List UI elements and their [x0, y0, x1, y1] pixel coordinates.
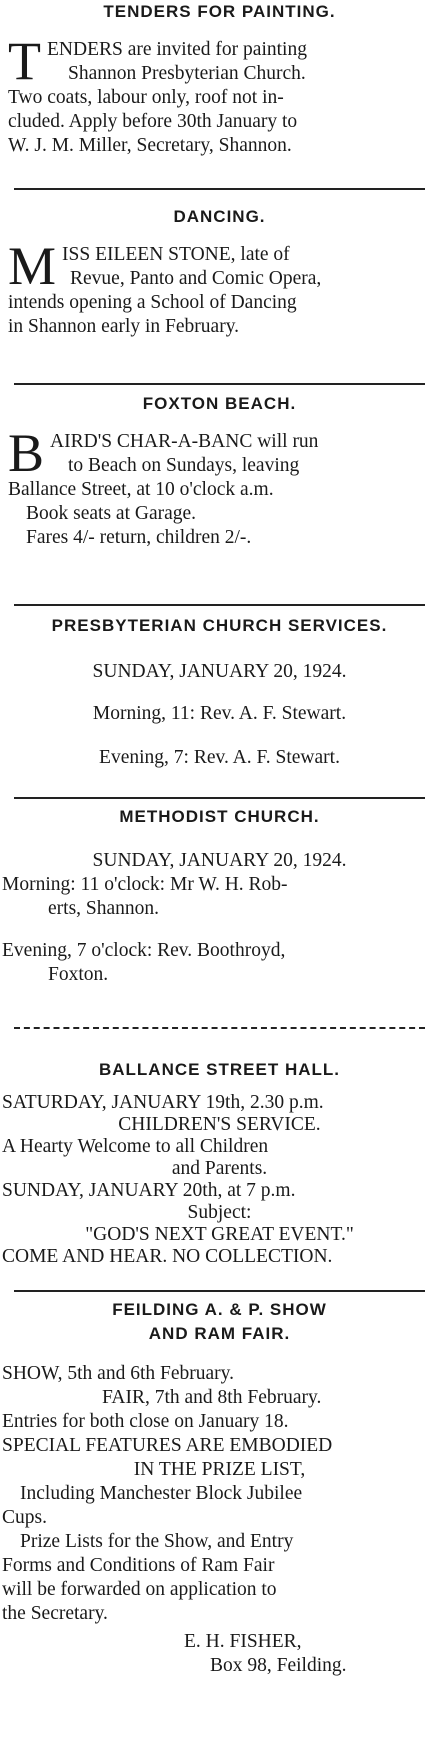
feilding-ad: [2, 1298, 431, 1678]
dancing-drop-cap: M: [8, 236, 57, 296]
feilding-signature: E. H. FISHER,: [184, 1631, 302, 1652]
feilding-line: Cups.: [2, 1507, 47, 1528]
dancing-line: in Shannon early in February.: [8, 316, 240, 337]
presbyterian-heading: PRESBYTERIAN CHURCH SERVICES.: [51, 616, 388, 635]
tenders-line: Shannon Presbyterian Church.: [68, 63, 306, 84]
divider: [14, 797, 425, 799]
methodist-evening: Evening, 7 o'clock: Rev. Boothroyd,: [2, 940, 286, 961]
feilding-line: IN THE PRIZE LIST,: [133, 1459, 306, 1480]
dancing-line: intends opening a School of Dancing: [8, 292, 297, 313]
foxton-line: AIRD'S CHAR-A-BANC will run: [50, 431, 319, 452]
feilding-line: will be forwarded on application to: [2, 1579, 277, 1600]
feilding-line: Entries for both close on January 18.: [2, 1411, 289, 1432]
ballance-line: "GOD'S NEXT GREAT EVENT.": [85, 1224, 354, 1245]
feilding-signature: Box 98, Feilding.: [210, 1655, 347, 1676]
feilding-line: the Secretary.: [2, 1603, 108, 1624]
divider: [14, 604, 425, 606]
ballance-line: A Hearty Welcome to all Children: [2, 1136, 269, 1157]
presbyterian-ad: [8, 614, 431, 770]
dancing-heading: DANCING.: [173, 207, 266, 226]
dancing-ad: [8, 205, 431, 339]
foxton-drop-cap: B: [8, 423, 45, 483]
feilding-line: SHOW, 5th and 6th February.: [2, 1363, 234, 1384]
tenders-drop-cap: T: [8, 31, 41, 91]
tenders-ad: [8, 0, 431, 158]
feilding-line: Including Manchester Block Jubilee: [20, 1483, 303, 1504]
methodist-morning: erts, Shannon.: [48, 898, 160, 919]
tenders-line: ENDERS are invited for painting: [47, 39, 307, 60]
dancing-line: Revue, Panto and Comic Opera,: [70, 268, 322, 289]
ballance-heading: BALLANCE STREET HALL.: [98, 1060, 341, 1079]
divider: [14, 383, 425, 385]
ballance-line: Subject:: [187, 1202, 252, 1223]
foxton-ad: [8, 392, 431, 550]
presbyterian-morning: Morning, 11: Rev. A. F. Stewart.: [92, 703, 347, 724]
foxton-line: to Beach on Sundays, leaving: [68, 455, 300, 476]
methodist-evening: Foxton.: [48, 964, 109, 985]
tenders-line: Two coats, labour only, roof not in-: [8, 87, 284, 108]
foxton-line: Ballance Street, at 10 o'clock a.m.: [8, 479, 274, 500]
methodist-heading: METHODIST CHURCH.: [119, 807, 320, 826]
ballance-line: and Parents.: [171, 1158, 268, 1179]
feilding-heading: FEILDING A. & P. SHOW: [112, 1300, 327, 1319]
tenders-line: W. J. M. Miller, Secretary, Shannon.: [8, 135, 292, 156]
feilding-heading: AND RAM FAIR.: [148, 1324, 291, 1343]
foxton-heading: FOXTON BEACH.: [142, 394, 297, 413]
ballance-line: CHILDREN'S SERVICE.: [118, 1114, 321, 1135]
feilding-line: FAIR, 7th and 8th February.: [102, 1387, 322, 1408]
feilding-line: SPECIAL FEATURES ARE EMBODIED: [2, 1435, 333, 1456]
ballance-line: SUNDAY, JANUARY 20th, at 7 p.m.: [2, 1180, 296, 1201]
ballance-ad: [2, 1058, 431, 1268]
feilding-line: Forms and Conditions of Ram Fair: [2, 1555, 275, 1576]
tenders-heading: TENDERS FOR PAINTING.: [103, 2, 336, 21]
dancing-line: ISS EILEEN STONE, late of: [62, 244, 290, 265]
divider: [14, 1290, 425, 1292]
feilding-line: Prize Lists for the Show, and Entry: [20, 1531, 294, 1552]
divider: [14, 1027, 425, 1029]
methodist-ad: [2, 805, 431, 987]
tenders-line: cluded. Apply before 30th January to: [8, 111, 298, 132]
methodist-morning: Morning: 11 o'clock: Mr W. H. Rob-: [2, 874, 288, 895]
methodist-date: SUNDAY, JANUARY 20, 1924.: [92, 850, 347, 871]
ballance-line: COME AND HEAR. NO COLLECTION.: [2, 1246, 333, 1267]
presbyterian-evening: Evening, 7: Rev. A. F. Stewart.: [99, 747, 340, 768]
presbyterian-date: SUNDAY, JANUARY 20, 1924.: [92, 661, 347, 682]
divider: [14, 188, 425, 190]
foxton-line: Book seats at Garage.: [26, 503, 197, 524]
foxton-line: Fares 4/- return, children 2/-.: [26, 527, 252, 548]
ballance-line: SATURDAY, JANUARY 19th, 2.30 p.m.: [2, 1092, 324, 1113]
